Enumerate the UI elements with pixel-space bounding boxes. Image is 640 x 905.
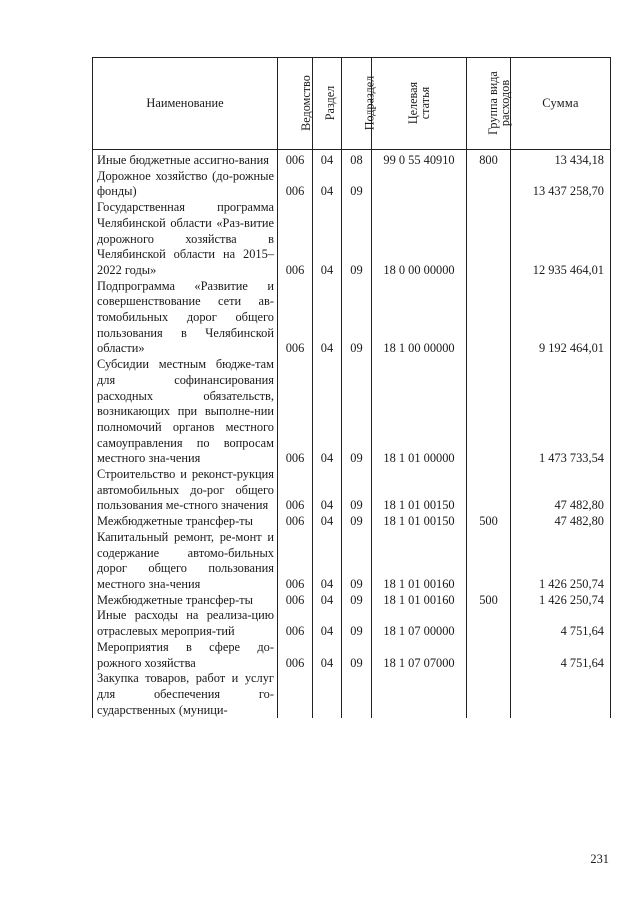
cell-department: 006 [278,467,313,514]
cell-sum: 13 434,18 [511,150,611,169]
cell-department: 006 [278,169,313,200]
cell-department: 006 [278,640,313,671]
cell-target-article: 18 0 00 00000 [372,200,467,279]
cell-subsection: 09 [342,530,372,593]
header-name [93,58,278,150]
header-sum [511,58,611,150]
cell-sum: 47 482,80 [511,514,611,530]
cell-sum: 1 473 733,54 [511,357,611,467]
table-row [93,640,611,671]
header-section [313,58,342,150]
cell-name: Государственная программа Челябинской области «Раз-витие дорожного хозяйства в Челябинской области на 2015–2022 годы» [93,200,278,279]
cell-expense-group: 500 [467,593,511,609]
cell-target-article: 18 1 01 00150 [372,467,467,514]
header-department [278,58,313,150]
cell-target-article: 18 1 01 00160 [372,593,467,609]
cell-section: 04 [313,357,342,467]
cell-sum: 12 935 464,01 [511,200,611,279]
cell-section: 04 [313,514,342,530]
cell-section: 04 [313,640,342,671]
cell-target-article: 18 1 00 00000 [372,279,467,358]
cell-sum: 4 751,64 [511,640,611,671]
cell-name: Межбюджетные трансфер-ты [93,593,278,609]
cell-department: 006 [278,150,313,169]
cell-name: Дорожное хозяйство (до-рожные фонды) [93,169,278,200]
cell-sum: 4 751,64 [511,608,611,639]
table-row [93,514,611,530]
table-row [93,671,611,718]
cell-name: Подпрограмма «Развитие и совершенствование сети ав-томобильных дорог общего пользования в Челябинской области» [93,279,278,358]
table-row [93,200,611,279]
header-subsection-label: Подраздел [362,75,377,131]
cell-expense-group: 800 [467,150,511,169]
cell-name: Иные бюджетные ассигно-вания [93,150,278,169]
header-expense-group [467,58,511,150]
page-number: 231 [590,852,609,866]
cell-sum [511,671,611,718]
cell-subsection: 09 [342,357,372,467]
cell-department: 006 [278,530,313,593]
cell-department: 006 [278,200,313,279]
table-row [93,357,611,467]
cell-section: 04 [313,279,342,358]
cell-subsection [342,671,372,718]
table-row [93,608,611,639]
cell-expense-group [467,279,511,358]
header-sum-label: Сумма [542,96,579,110]
cell-department: 006 [278,514,313,530]
cell-subsection: 09 [342,514,372,530]
header-name-label: Наименование [146,96,224,110]
cell-subsection: 09 [342,608,372,639]
cell-target-article [372,671,467,718]
cell-expense-group: 500 [467,514,511,530]
cell-expense-group [467,169,511,200]
budget-table [92,57,611,718]
cell-target-article: 18 1 07 00000 [372,608,467,639]
cell-section: 04 [313,150,342,169]
cell-subsection: 09 [342,169,372,200]
cell-target-article: 18 1 01 00000 [372,357,467,467]
cell-department: 006 [278,357,313,467]
cell-section: 04 [313,608,342,639]
header-expense-group-line1: Группа вида [485,70,500,135]
cell-name: Закупка товаров, работ и услуг для обеспечения го-сударственных (муници- [93,671,278,718]
cell-target-article [372,169,467,200]
cell-expense-group [467,608,511,639]
cell-department [278,671,313,718]
header-expense-group-label [487,71,511,135]
cell-subsection: 09 [342,200,372,279]
table-header-row [93,58,611,150]
cell-expense-group [467,640,511,671]
cell-department: 006 [278,593,313,609]
table-row [93,467,611,514]
header-subsection [342,58,377,150]
cell-name: Мероприятия в сфере до-рожного хозяйства [93,640,278,671]
header-section-label: Раздел [323,85,338,121]
cell-sum: 47 482,80 [511,467,611,514]
header-expense-group-line2: расходов [497,79,512,126]
cell-expense-group [467,530,511,593]
table-row [93,150,611,169]
table-row [93,169,611,200]
header-department-label: Ведомство [298,75,313,131]
cell-subsection: 09 [342,467,372,514]
table-row [93,279,611,358]
header-target-article-line2: статья [418,86,432,119]
cell-target-article: 18 1 01 00150 [372,514,467,530]
cell-section [313,671,342,718]
cell-name: Строительство и реконст-рукция автомобильных до-рог общего пользования ме-стного значения [93,467,278,514]
cell-expense-group [467,200,511,279]
cell-department: 006 [278,279,313,358]
cell-name: Субсидии местным бюдже-там для софинансирования расходных обязательств, возникающих при выполне-нии полномочий органов местного самоуправления по вопросам местного зна-чения [93,357,278,467]
table-row [93,593,611,609]
cell-expense-group [467,671,511,718]
cell-department: 006 [278,608,313,639]
cell-section: 04 [313,169,342,200]
cell-sum: 1 426 250,74 [511,530,611,593]
cell-sum: 13 437 258,70 [511,169,611,200]
cell-expense-group [467,467,511,514]
cell-section: 04 [313,593,342,609]
cell-subsection: 08 [342,150,372,169]
table-row [93,530,611,593]
cell-subsection: 09 [342,279,372,358]
cell-sum: 1 426 250,74 [511,593,611,609]
cell-target-article: 18 1 01 00160 [372,530,467,593]
header-target-article-label [407,81,431,123]
cell-section: 04 [313,200,342,279]
cell-subsection: 09 [342,593,372,609]
header-target-article [372,58,467,150]
cell-section: 04 [313,530,342,593]
cell-name: Иные расходы на реализа-цию отраслевых мероприя-тий [93,608,278,639]
cell-name: Межбюджетные трансфер-ты [93,514,278,530]
header-target-article-line1: Целевая [406,81,420,124]
cell-expense-group [467,357,511,467]
cell-name: Капитальный ремонт, ре-монт и содержание автомо-бильных дорог общего пользования местного зна-чения [93,530,278,593]
cell-section: 04 [313,467,342,514]
cell-subsection: 09 [342,640,372,671]
cell-sum: 9 192 464,01 [511,279,611,358]
cell-target-article: 18 1 07 07000 [372,640,467,671]
cell-target-article: 99 0 55 40910 [372,150,467,169]
